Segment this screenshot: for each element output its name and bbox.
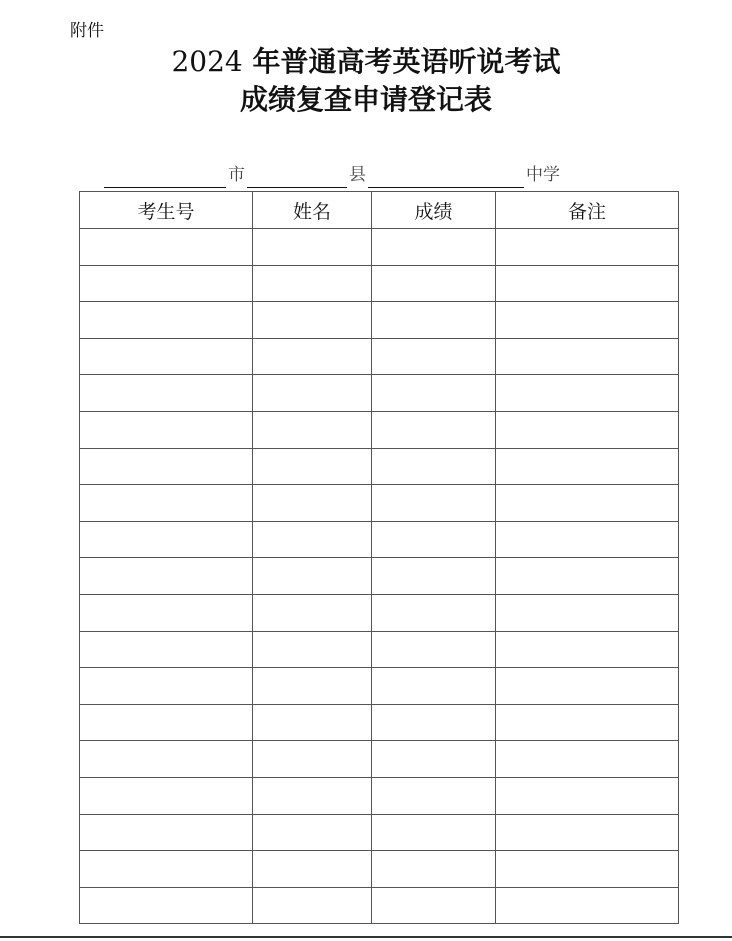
form-title-line-2: 成绩复查申请登记表: [239, 83, 492, 116]
form-title-line-1: [0, 44, 732, 80]
name-cell[interactable]: [253, 704, 372, 741]
name-cell[interactable]: [253, 887, 372, 924]
school-unit-label: 中学: [526, 165, 560, 185]
exam-number-cell[interactable]: [80, 265, 253, 302]
exam-number-cell[interactable]: [80, 338, 253, 375]
remarks-cell[interactable]: [496, 631, 679, 668]
name-cell[interactable]: [253, 265, 372, 302]
remarks-cell[interactable]: [496, 411, 679, 448]
table-row: [80, 777, 679, 814]
score-cell[interactable]: [372, 411, 496, 448]
remarks-cell[interactable]: [496, 668, 679, 705]
exam-number-cell[interactable]: [80, 704, 253, 741]
score-cell[interactable]: [372, 265, 496, 302]
exam-number-cell[interactable]: [80, 741, 253, 778]
city-blank[interactable]: [104, 161, 226, 188]
table-row: [80, 485, 679, 522]
school-blank[interactable]: [368, 161, 524, 188]
exam-number-cell[interactable]: [80, 302, 253, 339]
table-row: [80, 521, 679, 558]
name-cell[interactable]: [253, 448, 372, 485]
name-cell[interactable]: [253, 631, 372, 668]
remarks-cell[interactable]: [496, 594, 679, 631]
exam-number-cell[interactable]: [80, 668, 253, 705]
exam-number-cell[interactable]: [80, 375, 253, 412]
remarks-cell[interactable]: [496, 887, 679, 924]
header-exam-number: 考生号: [80, 192, 253, 229]
score-cell[interactable]: [372, 338, 496, 375]
name-cell[interactable]: [253, 594, 372, 631]
table-row: [80, 558, 679, 595]
score-cell[interactable]: [372, 485, 496, 522]
table-row: [80, 668, 679, 705]
remarks-cell[interactable]: [496, 558, 679, 595]
name-cell[interactable]: [253, 668, 372, 705]
name-cell[interactable]: [253, 411, 372, 448]
score-cell[interactable]: [372, 521, 496, 558]
table-row: [80, 704, 679, 741]
title-year: 2024: [171, 45, 243, 78]
score-cell[interactable]: [372, 302, 496, 339]
remarks-cell[interactable]: [496, 338, 679, 375]
name-cell[interactable]: [253, 229, 372, 266]
exam-number-cell[interactable]: [80, 631, 253, 668]
score-cell[interactable]: [372, 594, 496, 631]
exam-number-cell[interactable]: [80, 521, 253, 558]
table-row: [80, 448, 679, 485]
exam-number-cell[interactable]: [80, 851, 253, 888]
exam-number-cell[interactable]: [80, 777, 253, 814]
remarks-cell[interactable]: [496, 814, 679, 851]
score-cell[interactable]: [372, 887, 496, 924]
score-cell[interactable]: [372, 448, 496, 485]
name-cell[interactable]: [253, 375, 372, 412]
city-unit-label: 市: [228, 165, 245, 185]
table-row: [80, 302, 679, 339]
remarks-cell[interactable]: [496, 704, 679, 741]
name-cell[interactable]: [253, 777, 372, 814]
score-cell[interactable]: [372, 704, 496, 741]
remarks-cell[interactable]: [496, 448, 679, 485]
remarks-cell[interactable]: [496, 851, 679, 888]
table-row: [80, 631, 679, 668]
table-row: [80, 375, 679, 412]
table-row: [80, 887, 679, 924]
remarks-cell[interactable]: [496, 229, 679, 266]
school-info-line: [104, 160, 562, 188]
score-cell[interactable]: [372, 558, 496, 595]
table-row: [80, 814, 679, 851]
exam-number-cell[interactable]: [80, 594, 253, 631]
registration-table: [79, 191, 679, 924]
name-cell[interactable]: [253, 521, 372, 558]
score-cell[interactable]: [372, 851, 496, 888]
remarks-cell[interactable]: [496, 302, 679, 339]
exam-number-cell[interactable]: [80, 887, 253, 924]
score-cell[interactable]: [372, 741, 496, 778]
header-score: 成绩: [372, 192, 496, 229]
name-cell[interactable]: [253, 485, 372, 522]
name-cell[interactable]: [253, 741, 372, 778]
table-row: [80, 411, 679, 448]
table-row: [80, 229, 679, 266]
table-row: [80, 851, 679, 888]
score-cell[interactable]: [372, 229, 496, 266]
exam-number-cell[interactable]: [80, 814, 253, 851]
table-body: [80, 229, 679, 924]
remarks-cell[interactable]: [496, 741, 679, 778]
table-row: [80, 265, 679, 302]
attachment-label: 附件: [70, 21, 104, 41]
name-cell[interactable]: [253, 558, 372, 595]
exam-number-cell[interactable]: [80, 558, 253, 595]
title-line-1-text: 年普通高考英语听说考试: [242, 45, 561, 78]
exam-number-cell[interactable]: [80, 448, 253, 485]
exam-number-cell[interactable]: [80, 485, 253, 522]
page-bottom-rule: [0, 936, 732, 938]
exam-number-cell[interactable]: [80, 229, 253, 266]
header-name: 姓名: [253, 192, 372, 229]
county-blank[interactable]: [247, 161, 347, 188]
table-row: [80, 594, 679, 631]
name-cell[interactable]: [253, 851, 372, 888]
exam-number-cell[interactable]: [80, 411, 253, 448]
score-cell[interactable]: [372, 375, 496, 412]
name-cell[interactable]: [253, 814, 372, 851]
remarks-cell[interactable]: [496, 485, 679, 522]
remarks-cell[interactable]: [496, 777, 679, 814]
county-unit-label: 县: [349, 165, 366, 185]
table-row: [80, 741, 679, 778]
header-remarks: 备注: [496, 192, 679, 229]
table-header-row: [80, 192, 679, 229]
score-cell[interactable]: [372, 631, 496, 668]
remarks-cell[interactable]: [496, 521, 679, 558]
name-cell[interactable]: [253, 302, 372, 339]
table-row: [80, 338, 679, 375]
remarks-cell[interactable]: [496, 375, 679, 412]
score-cell[interactable]: [372, 668, 496, 705]
remarks-cell[interactable]: [496, 265, 679, 302]
score-cell[interactable]: [372, 814, 496, 851]
score-cell[interactable]: [372, 777, 496, 814]
name-cell[interactable]: [253, 338, 372, 375]
